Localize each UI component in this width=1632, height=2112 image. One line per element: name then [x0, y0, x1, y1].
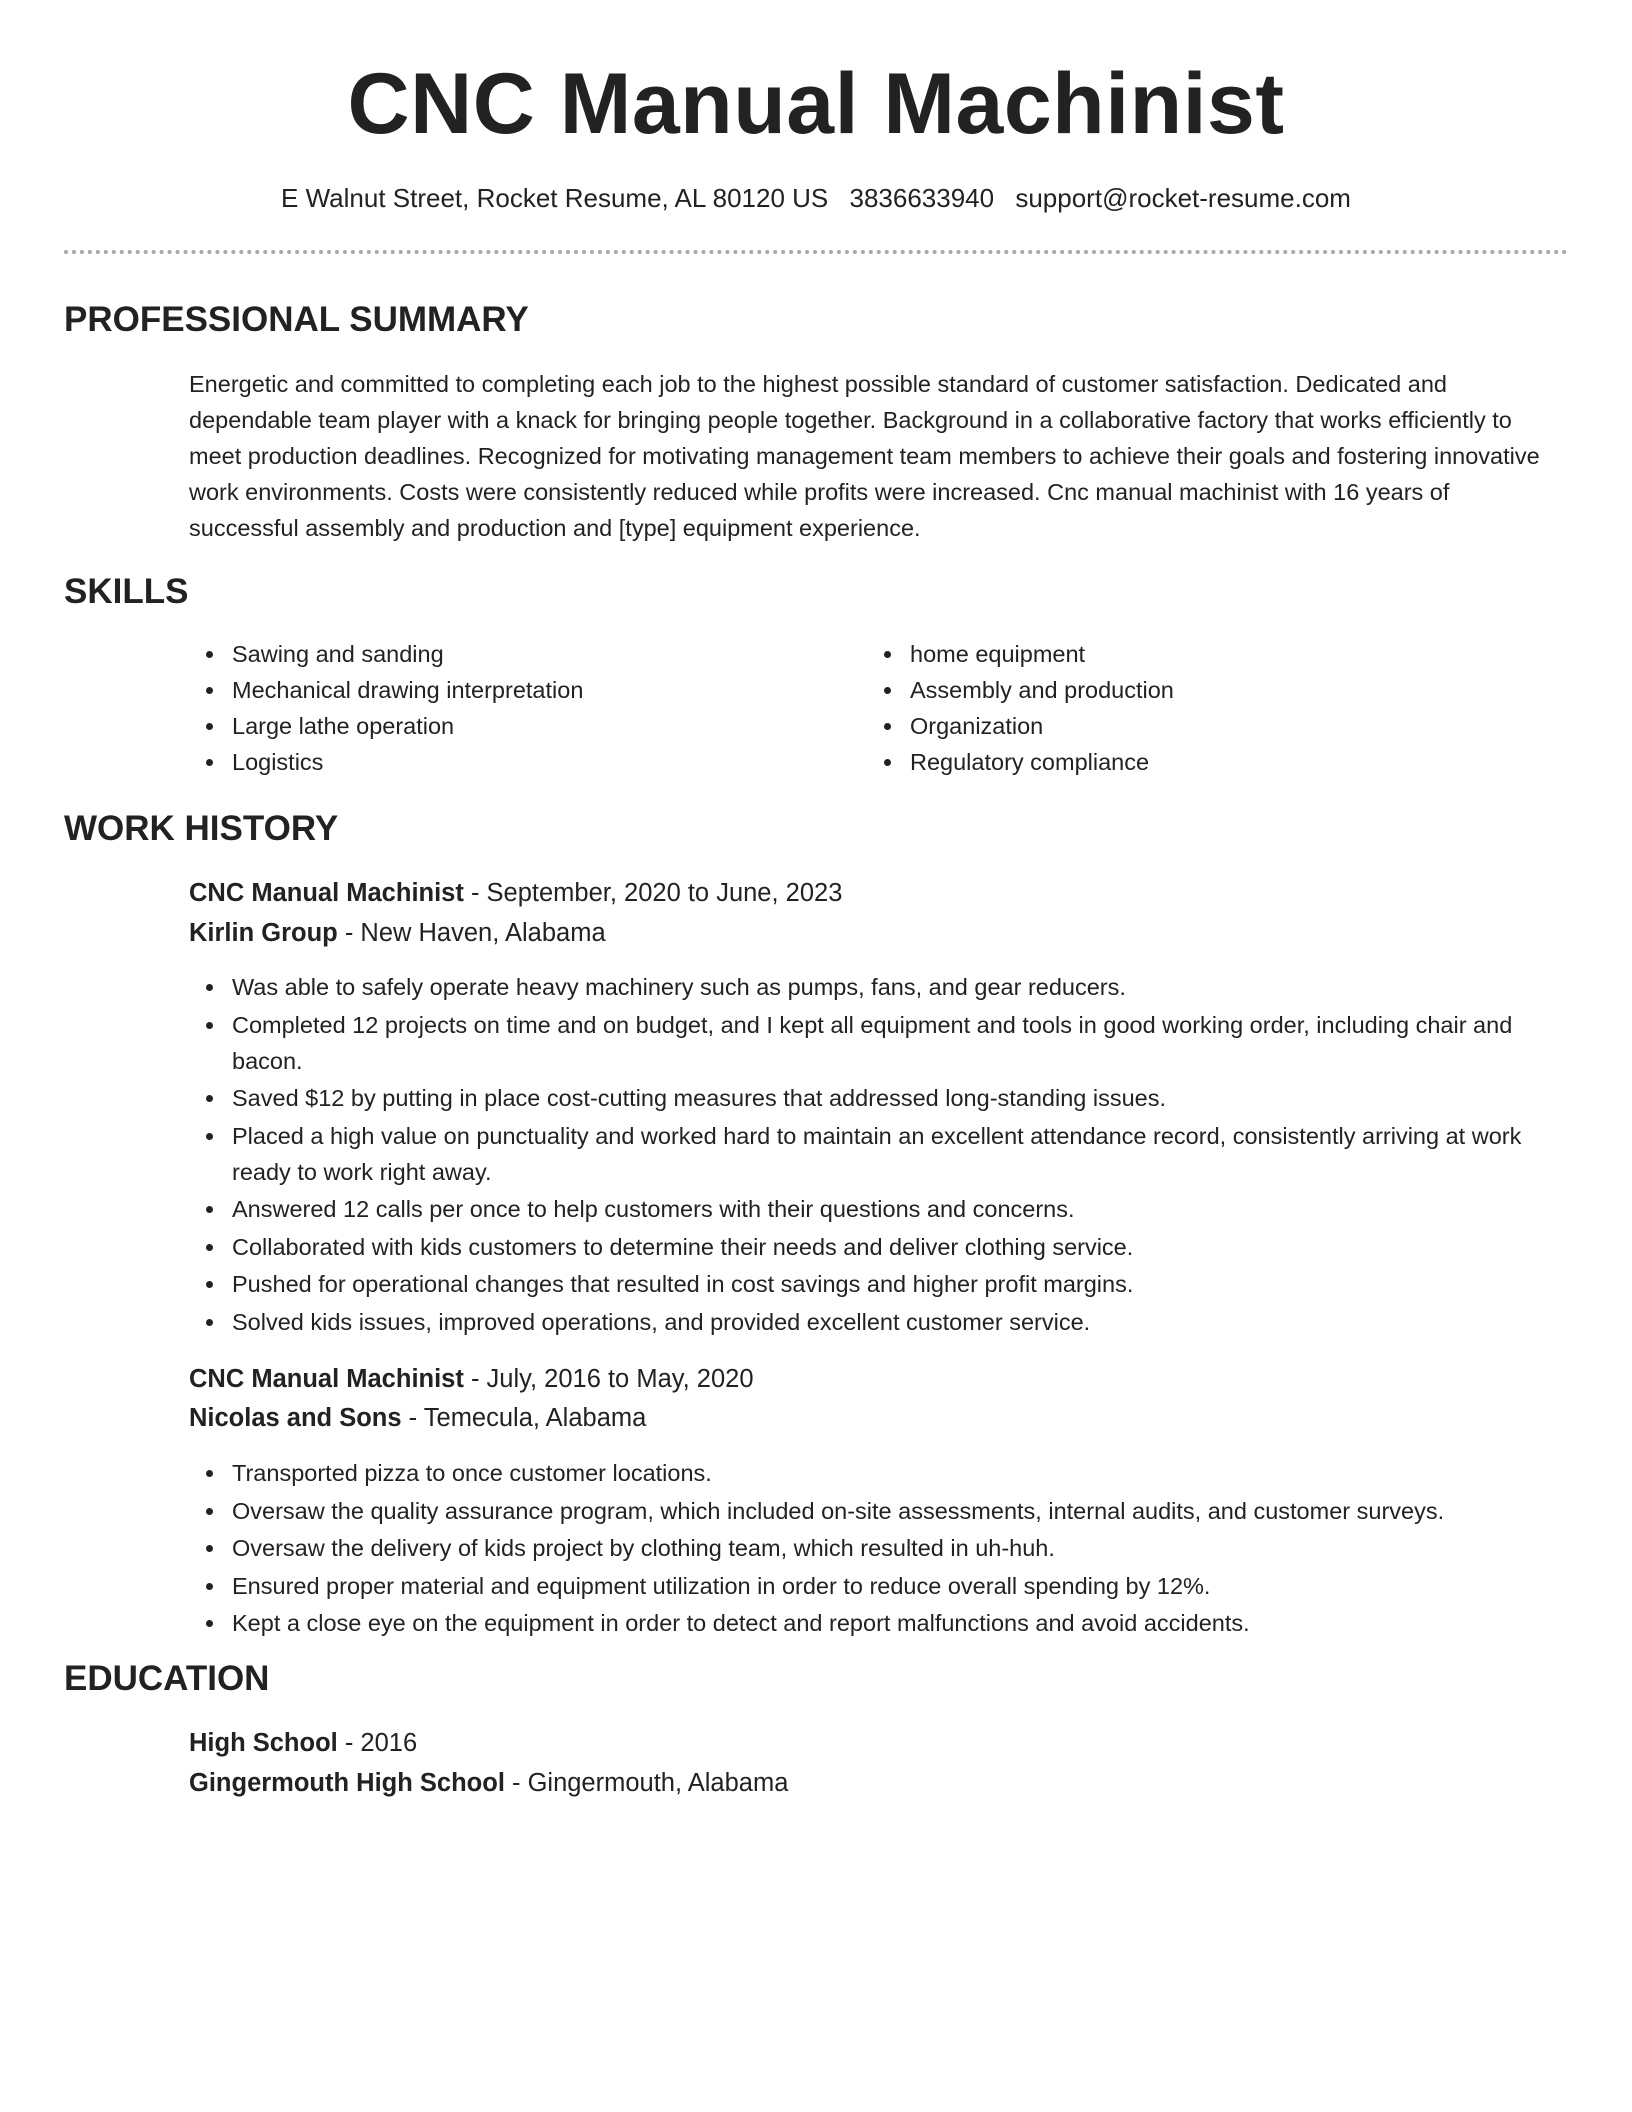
job-location: - Temecula, Alabama	[401, 1404, 647, 1432]
list-item: Transported pizza to once customer locations.	[189, 1455, 1559, 1491]
list-item: Completed 12 projects on time and on budget, and I kept all equipment and tools in good working order, including chair and bacon.	[189, 1007, 1559, 1079]
skills-heading: SKILLS	[64, 572, 189, 611]
job-company-line	[189, 1400, 646, 1436]
education-location: - Gingermouth, Alabama	[504, 1769, 789, 1797]
job-role: CNC Manual Machinist	[189, 879, 464, 907]
education-year: - 2016	[337, 1729, 418, 1757]
list-item: Ensured proper material and equipment utilization in order to reduce overall spending by 12%.	[189, 1568, 1559, 1604]
list-item: Collaborated with kids customers to determine their needs and deliver clothing service.	[189, 1229, 1559, 1265]
summary-text: Energetic and committed to completing each job to the highest possible standard of customer satisfaction. Dedicated and dependable team player with a knack for bringing people together. Background in a collaborative factory that works efficiently to meet production deadlines. Recognized for motivating management team members to achieve their goals and fostering innovative work environments. Costs were consistently reduced while profits were increased. Cnc manual machinist with 16 years of successful assembly and production and [type] equipment experience.	[189, 371, 1540, 541]
summary-heading: PROFESSIONAL SUMMARY	[64, 300, 529, 339]
contact-line	[0, 180, 1632, 216]
list-item: Oversaw the delivery of kids project by clothing team, which resulted in uh-huh.	[189, 1530, 1559, 1566]
job-title-line	[189, 1361, 754, 1397]
address: E Walnut Street, Rocket Resume, AL 80120 US	[281, 183, 829, 213]
list-item: Kept a close eye on the equipment in order to detect and report malfunctions and avoid accidents.	[189, 1605, 1559, 1641]
education-heading: EDUCATION	[64, 1659, 270, 1698]
list-item: Answered 12 calls per once to help customers with their questions and concerns.	[189, 1191, 1559, 1227]
list-item: Sawing and sanding	[189, 636, 829, 672]
list-item: Assembly and production	[867, 672, 1547, 708]
list-item: Saved $12 by putting in place cost-cutting measures that addressed long-standing issues.	[189, 1080, 1559, 1116]
job-company: Kirlin Group	[189, 919, 338, 947]
header-divider	[64, 250, 1568, 254]
list-item: home equipment	[867, 636, 1547, 672]
job-dates: - July, 2016 to May, 2020	[463, 1365, 754, 1393]
list-item: Organization	[867, 708, 1547, 744]
job-bullets	[189, 1455, 1559, 1643]
list-item: Logistics	[189, 744, 829, 780]
education-degree: High School	[189, 1729, 338, 1757]
education-school: Gingermouth High School	[189, 1769, 505, 1797]
list-item: Oversaw the quality assurance program, which included on-site assessments, internal audits, and customer surveys.	[189, 1493, 1559, 1529]
skills-list-left	[189, 636, 829, 780]
job-location: - New Haven, Alabama	[337, 919, 606, 947]
education-school-line	[189, 1765, 788, 1801]
education-degree-line	[189, 1725, 417, 1761]
job-company-line	[189, 915, 606, 951]
work-heading: WORK HISTORY	[64, 809, 339, 848]
list-item: Solved kids issues, improved operations, and provided excellent customer service.	[189, 1304, 1559, 1340]
job-title-line	[189, 875, 842, 911]
job-bullets	[189, 969, 1559, 1341]
job-role: CNC Manual Machinist	[189, 1365, 464, 1393]
list-item: Pushed for operational changes that resulted in cost savings and higher profit margins.	[189, 1266, 1559, 1302]
email: support@rocket-resume.com	[1015, 183, 1351, 213]
list-item: Mechanical drawing interpretation	[189, 672, 829, 708]
candidate-name: CNC Manual Machinist	[347, 56, 1285, 152]
job-dates: - September, 2020 to June, 2023	[463, 879, 843, 907]
list-item: Large lathe operation	[189, 708, 829, 744]
list-item: Placed a high value on punctuality and worked hard to maintain an excellent attendance record, consistently arriving at work ready to work right away.	[189, 1118, 1559, 1190]
job-company: Nicolas and Sons	[189, 1404, 402, 1432]
list-item: Regulatory compliance	[867, 744, 1547, 780]
phone: 3836633940	[849, 183, 995, 213]
list-item: Was able to safely operate heavy machinery such as pumps, fans, and gear reducers.	[189, 969, 1559, 1005]
skills-list-right	[867, 636, 1547, 780]
